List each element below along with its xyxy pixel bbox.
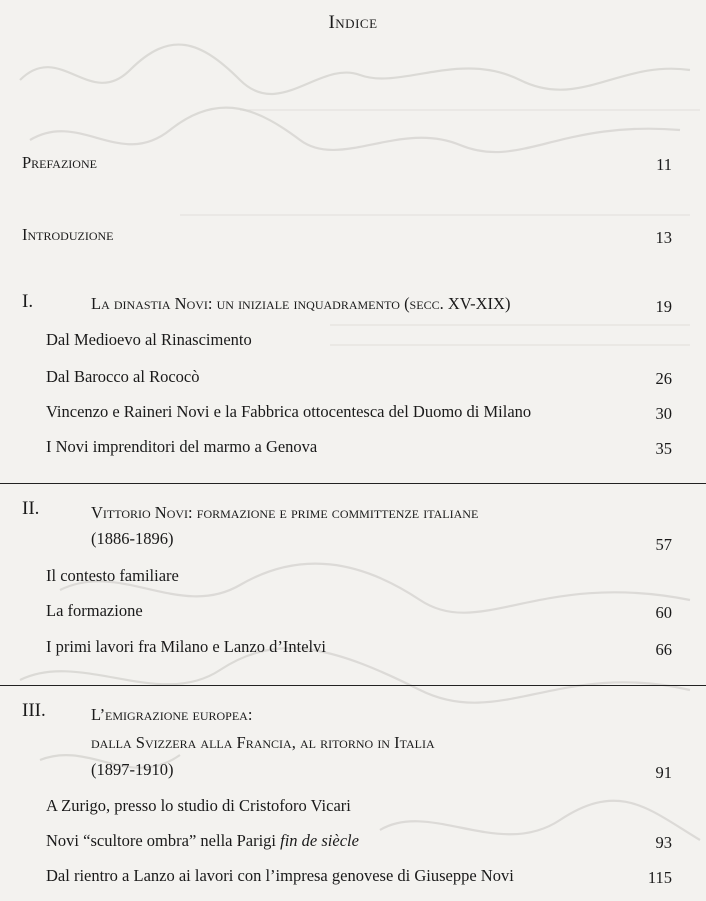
- chapter-2-section-3-page: 66: [655, 640, 672, 659]
- chapter-3-section-1: A Zurigo, presso lo studio di Cristoforo Vicari: [46, 796, 351, 815]
- chapter-3-section-3-page: 115: [647, 868, 672, 887]
- chapter-1-section-3-page: 30: [655, 404, 672, 423]
- chapter-1-title: La dinastia Novi: un iniziale inquadramento (secc. XV-XIX): [91, 294, 511, 313]
- chapter-2-section-1: Il contesto familiare: [46, 566, 179, 585]
- chapter-3-section-3: Dal rientro a Lanzo ai lavori con l’impresa genovese di Giuseppe Novi: [46, 866, 514, 885]
- chapter-2-number: II.: [22, 498, 40, 519]
- chapter-1-section-3: Vincenzo e Raineri Novi e la Fabbrica ottocentesca del Duomo di Milano: [46, 402, 532, 421]
- chapter-1-section-2: Dal Barocco al Rococò: [46, 367, 200, 386]
- chapter-2-section-3: I primi lavori fra Milano e Lanzo d’Intelvi: [46, 637, 326, 656]
- chapter-3-section-2-text: Novi “scultore ombra” nella Parigi: [46, 831, 281, 850]
- chapter-1-section-1: Dal Medioevo al Rinascimento: [46, 330, 252, 349]
- chapter-1-section-2-page: 26: [655, 369, 672, 388]
- chapter-3-title-line-1: L’emigrazione europea:: [91, 705, 253, 724]
- toc-introduzione-label: Introduzione: [22, 225, 114, 244]
- toc-prefazione-label: Prefazione: [22, 153, 97, 172]
- chapter-3-section-2: [46, 831, 359, 851]
- chapter-3-number: III.: [22, 700, 46, 721]
- chapter-1-number: I.: [22, 291, 34, 312]
- chapter-2-section-2-page: 60: [655, 603, 672, 622]
- chapter-1-section-4: I Novi imprenditori del marmo a Genova: [46, 437, 318, 456]
- chapter-3-page: 91: [655, 763, 672, 782]
- chapter-2-title: Vittorio Novi: formazione e prime committenze italiane: [91, 503, 479, 522]
- chapter-1-section-4-page: 35: [655, 439, 672, 458]
- section-divider: [0, 685, 706, 686]
- chapter-2-page: 57: [655, 535, 672, 554]
- chapter-2-dates: (1886-1896): [91, 529, 174, 548]
- chapter-2-section-2: La formazione: [46, 601, 143, 620]
- chapter-3-dates: (1897-1910): [91, 760, 174, 779]
- chapter-1-page: 19: [655, 297, 672, 316]
- toc-introduzione-page: 13: [655, 228, 672, 247]
- toc-prefazione-page: 11: [656, 155, 672, 174]
- chapter-3-section-2-italic: fin de siècle: [280, 831, 359, 850]
- page-title: Indice: [328, 12, 378, 33]
- section-divider: [0, 483, 706, 484]
- chapter-3-title-line-2: dalla Svizzera alla Francia, al ritorno in Italia: [91, 733, 435, 752]
- chapter-3-section-2-page: 93: [655, 833, 672, 852]
